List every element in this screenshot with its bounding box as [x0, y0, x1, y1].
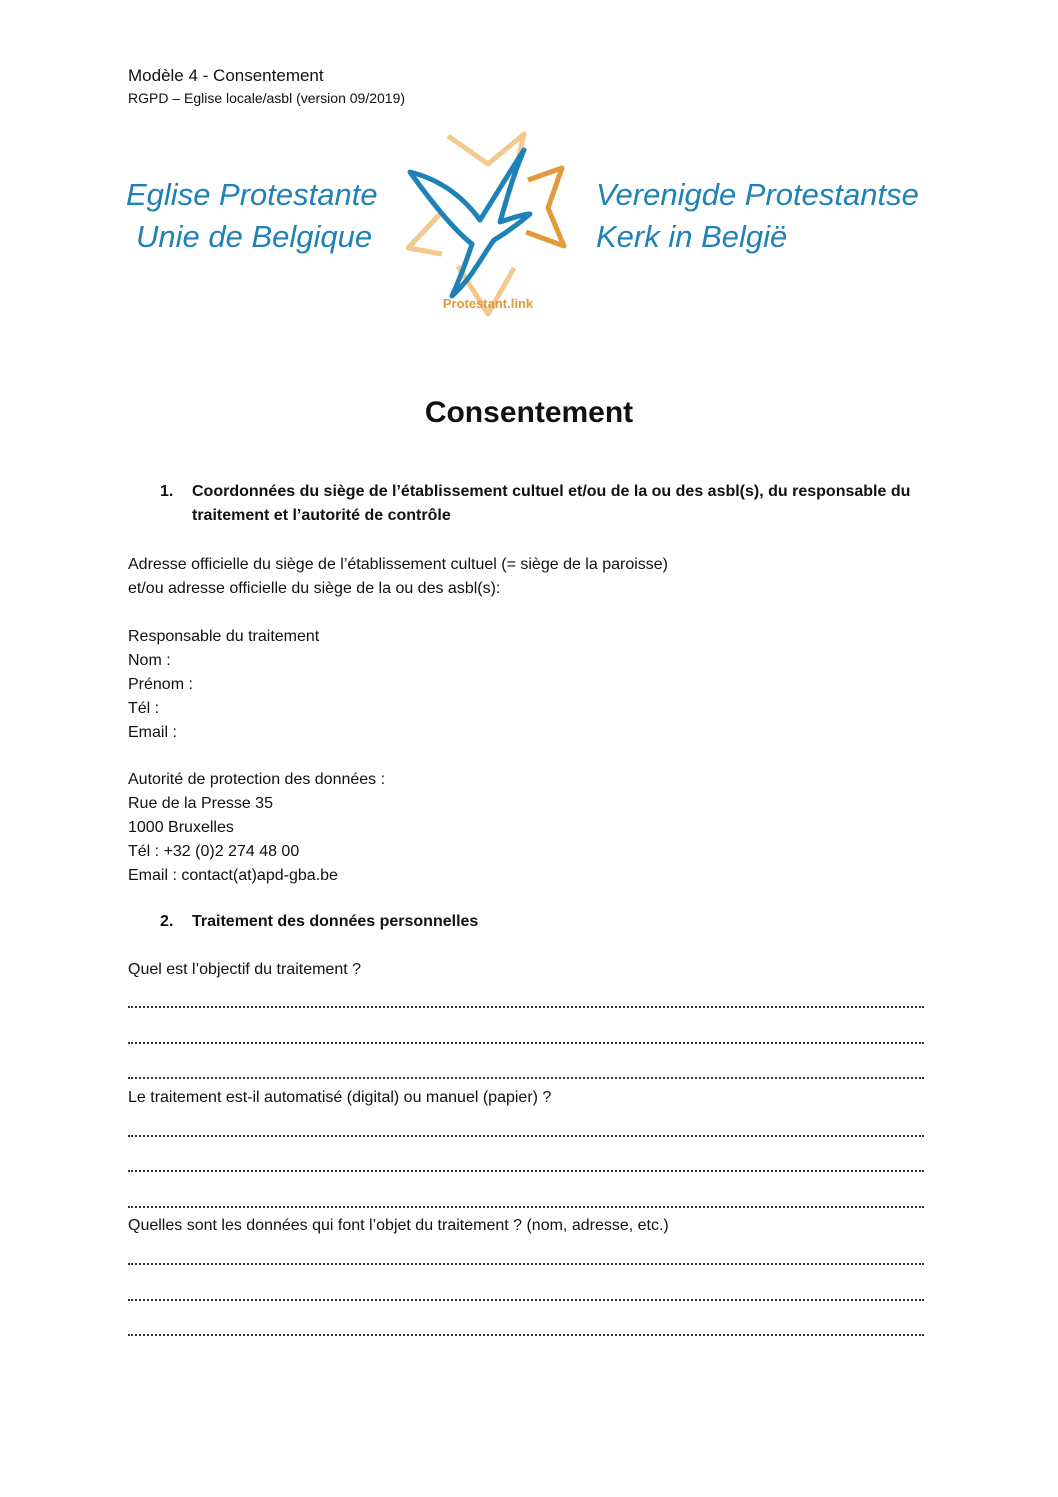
header-version: RGPD – Eglise locale/asbl (version 09/2019): [128, 90, 406, 106]
answer-line[interactable]: [128, 1204, 924, 1208]
section-1-title: Coordonnées du siège de l’établissement cultuel et/ou de la ou des asbl(s), du responsable du traitement et l’autorité de contrôle: [192, 483, 911, 524]
autorite-city: 1000 Bruxelles: [128, 819, 234, 836]
responsable-email: Email :: [128, 724, 177, 741]
logo-nl-line2: Kerk in België: [596, 219, 788, 254]
section-2-number: 2.: [160, 913, 174, 930]
autorite-email: Email : contact(at)apd-gba.be: [128, 867, 338, 884]
logo-fr-line1: Eglise Protestante: [126, 177, 378, 212]
answer-line[interactable]: [128, 1133, 924, 1137]
responsable-title: Responsable du traitement: [128, 628, 320, 645]
section-2-heading: [160, 910, 932, 934]
answer-line[interactable]: [128, 1040, 924, 1044]
logo-nl-line1: Verenigde Protestantse: [596, 177, 919, 212]
section-2-title: Traitement des données personnelles: [192, 913, 479, 930]
logo-caption: Protestant.link: [442, 296, 534, 311]
logo-text-nl: [596, 174, 936, 258]
responsable-block: [128, 625, 928, 745]
answer-line[interactable]: [128, 1168, 924, 1172]
autorite-title: Autorité de protection des données :: [128, 771, 386, 788]
responsable-nom: Nom :: [128, 652, 171, 669]
answer-line[interactable]: [128, 1075, 924, 1079]
question-objectif: Quel est l’objectif du traitement ?: [128, 961, 362, 978]
section-1-heading: [160, 480, 932, 528]
cross-dove-logo-icon: [402, 128, 574, 318]
header-model: Modèle 4 - Consentement: [128, 66, 324, 85]
responsable-prenom: Prénom :: [128, 676, 193, 693]
section-1-number: 1.: [160, 483, 174, 500]
address-line-1: Adresse officielle du siège de l’établissement cultuel (= siège de la paroisse): [128, 556, 669, 573]
autorite-street: Rue de la Presse 35: [128, 795, 273, 812]
answer-line[interactable]: [128, 1261, 924, 1265]
address-block: [128, 553, 928, 601]
autorite-tel: Tél : +32 (0)2 274 48 00: [128, 843, 300, 860]
answer-line[interactable]: [128, 1332, 924, 1336]
document-title: Consentement: [424, 396, 634, 429]
question-automatise: Le traitement est-il automatisé (digital) ou manuel (papier) ?: [128, 1089, 552, 1106]
responsable-tel: Tél :: [128, 700, 160, 717]
address-line-2: et/ou adresse officielle du siège de la ou des asbl(s):: [128, 580, 501, 597]
logo-fr-line2: Unie de Belgique: [136, 219, 373, 254]
question-donnees: Quelles sont les données qui font l’objet du traitement ? (nom, adresse, etc.): [128, 1217, 669, 1234]
logo-text-fr: [126, 174, 386, 258]
answer-line[interactable]: [128, 1297, 924, 1301]
autorite-block: [128, 768, 928, 888]
answer-line[interactable]: [128, 1004, 924, 1008]
